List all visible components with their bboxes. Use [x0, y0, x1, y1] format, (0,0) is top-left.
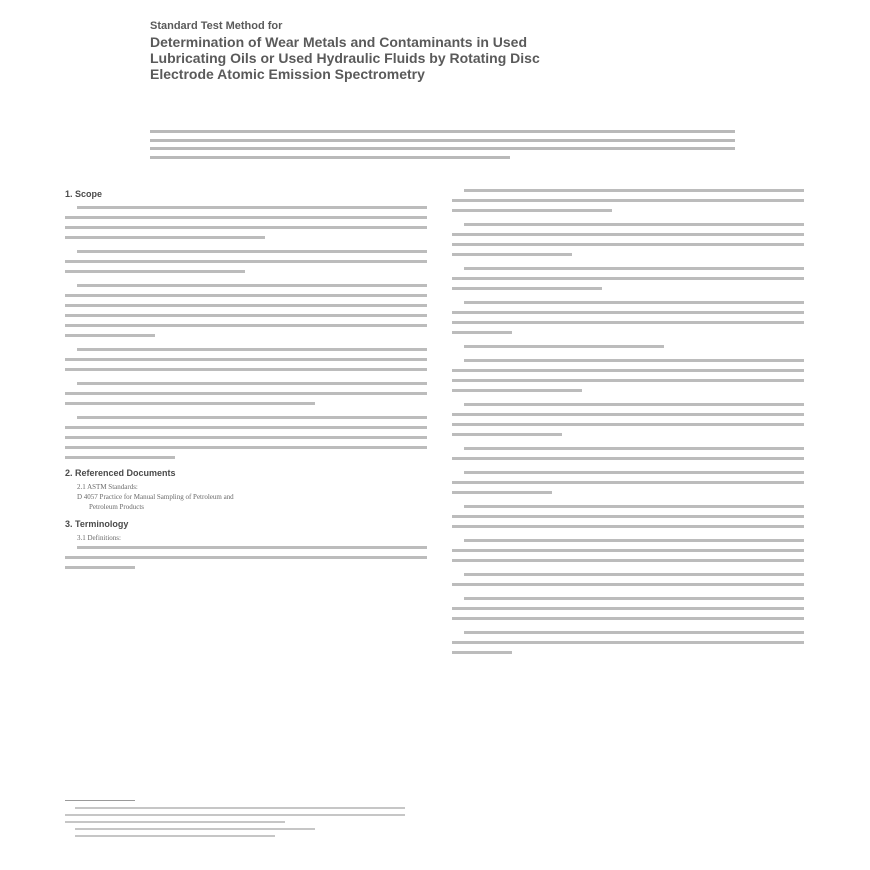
paragraph — [452, 502, 804, 532]
right-column — [452, 186, 804, 662]
paragraph — [65, 247, 427, 277]
footnote-line — [65, 812, 427, 819]
title-line: Standard Test Method for — [150, 20, 283, 32]
notice-line — [150, 156, 735, 163]
standard-notice — [150, 128, 735, 162]
notice-line — [150, 139, 735, 146]
paragraph — [452, 356, 804, 396]
paragraph — [452, 468, 804, 498]
reference-line: D 4057 Practice for Manual Sampling of Petroleum and — [77, 493, 234, 501]
paragraph — [452, 186, 804, 216]
section-heading-referenced-documents: 2. Referenced Documents — [65, 468, 176, 478]
section-heading-terminology: 3. Terminology — [65, 519, 129, 529]
paragraph — [65, 203, 427, 243]
footnote-line — [65, 819, 427, 826]
paragraph — [452, 570, 804, 590]
paragraph — [65, 413, 427, 463]
paragraph — [452, 220, 804, 260]
paragraph — [65, 543, 427, 573]
paragraph — [452, 400, 804, 440]
paragraph — [452, 594, 804, 624]
document-title — [150, 20, 750, 82]
paragraph — [452, 444, 804, 464]
footnotes — [65, 800, 427, 840]
notice-line — [150, 130, 735, 137]
left-column — [65, 186, 427, 577]
reference-line: 2.1 ASTM Standards: — [77, 483, 138, 491]
reference-line: Petroleum Products — [89, 503, 145, 511]
notice-line — [150, 147, 735, 154]
footnote-line — [65, 805, 427, 812]
paragraph — [452, 298, 804, 338]
footnote-line — [65, 826, 427, 833]
paragraph — [452, 628, 804, 658]
subsection-heading: 3.1 Definitions: — [77, 534, 121, 542]
paragraph — [65, 281, 427, 341]
footnote-line — [65, 833, 427, 840]
footnote-rule — [65, 800, 135, 801]
paragraph — [65, 379, 427, 409]
paragraph — [452, 342, 804, 352]
paragraph — [65, 345, 427, 375]
title-line: Determination of Wear Metals and Contaminants in Used — [150, 34, 528, 50]
paragraph — [452, 536, 804, 566]
section-heading-scope: 1. Scope — [65, 189, 103, 199]
paragraph — [452, 264, 804, 294]
title-line: Lubricating Oils or Used Hydraulic Fluids by Rotating Disc — [150, 50, 540, 66]
title-line: Electrode Atomic Emission Spectrometry — [150, 66, 425, 82]
